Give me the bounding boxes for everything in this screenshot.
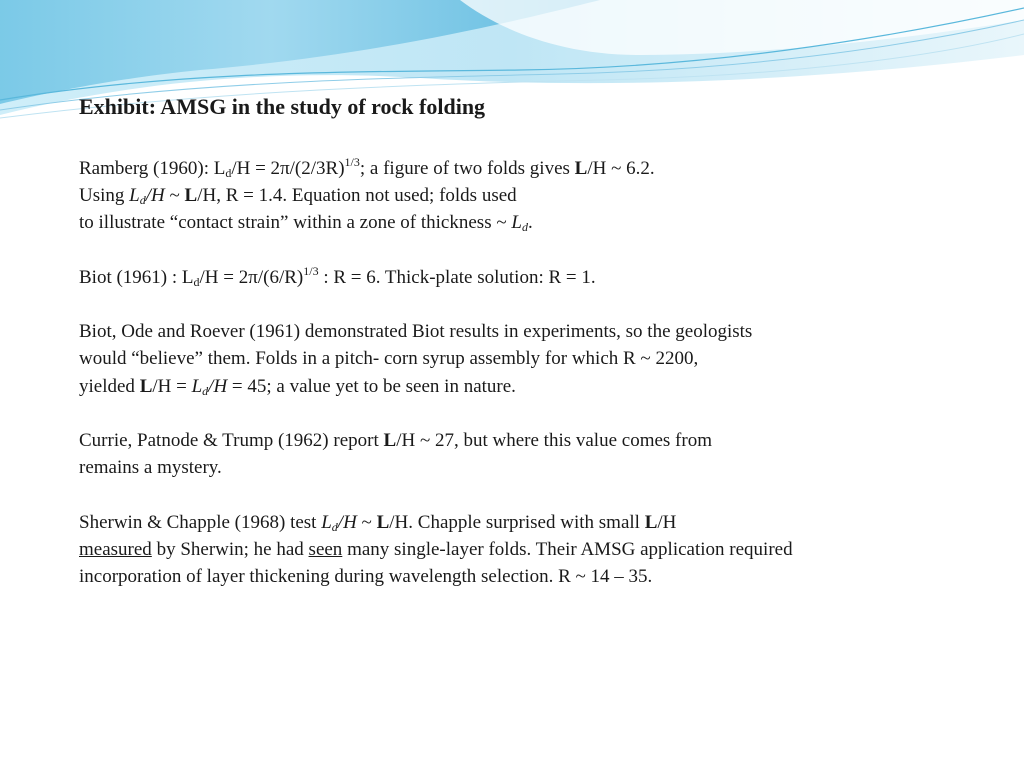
slide-title: Exhibit: AMSG in the study of rock folding [79,94,486,119]
paragraph-biot-ode-roever: Biot, Ode and Roever (1961) demonstrated Biot results in experiments, so the geologists would “believe” them. Folds in a pitch- corn syrup assembly for which R ~ 2200, yielded $L/H = L_d/H = 45$; a value yet to be seen in nature. [79,321,753,398]
paragraph-biot: Biot (1961) : $L_d/H = 2\pi/(6/R)^{1/3}$ : R = 6. Thick-plate solution: R = 1. [79,263,596,289]
paragraph-currie: Currie, Patnode & Trump (1962) report L/H ~ 27, but where this value comes from remains a mystery. [79,429,712,479]
paragraph-ramberg: Ramberg (1960): $L_d/H = 2\pi/(2/3R)^{1/3}$; a figure of two folds gives L/H ~ 6.2. Using $L_d/H$ ~ L/H, R = 1.4. Equation not used; folds used to illustrate “contact strain” within a zone of thickness ~ $L_d$. [79,155,655,235]
slide-body [79,93,979,617]
paragraph-sherwin-chapple: Sherwin & Chapple (1968) test $L_d/H$ ~ L/H. Chapple surprised with small L/H measured by Sherwin; he had seen many single-layer folds. Their AMSG application required incorporation of layer thickening during wavelength selection. R ~ 14 – 35. [79,511,793,587]
